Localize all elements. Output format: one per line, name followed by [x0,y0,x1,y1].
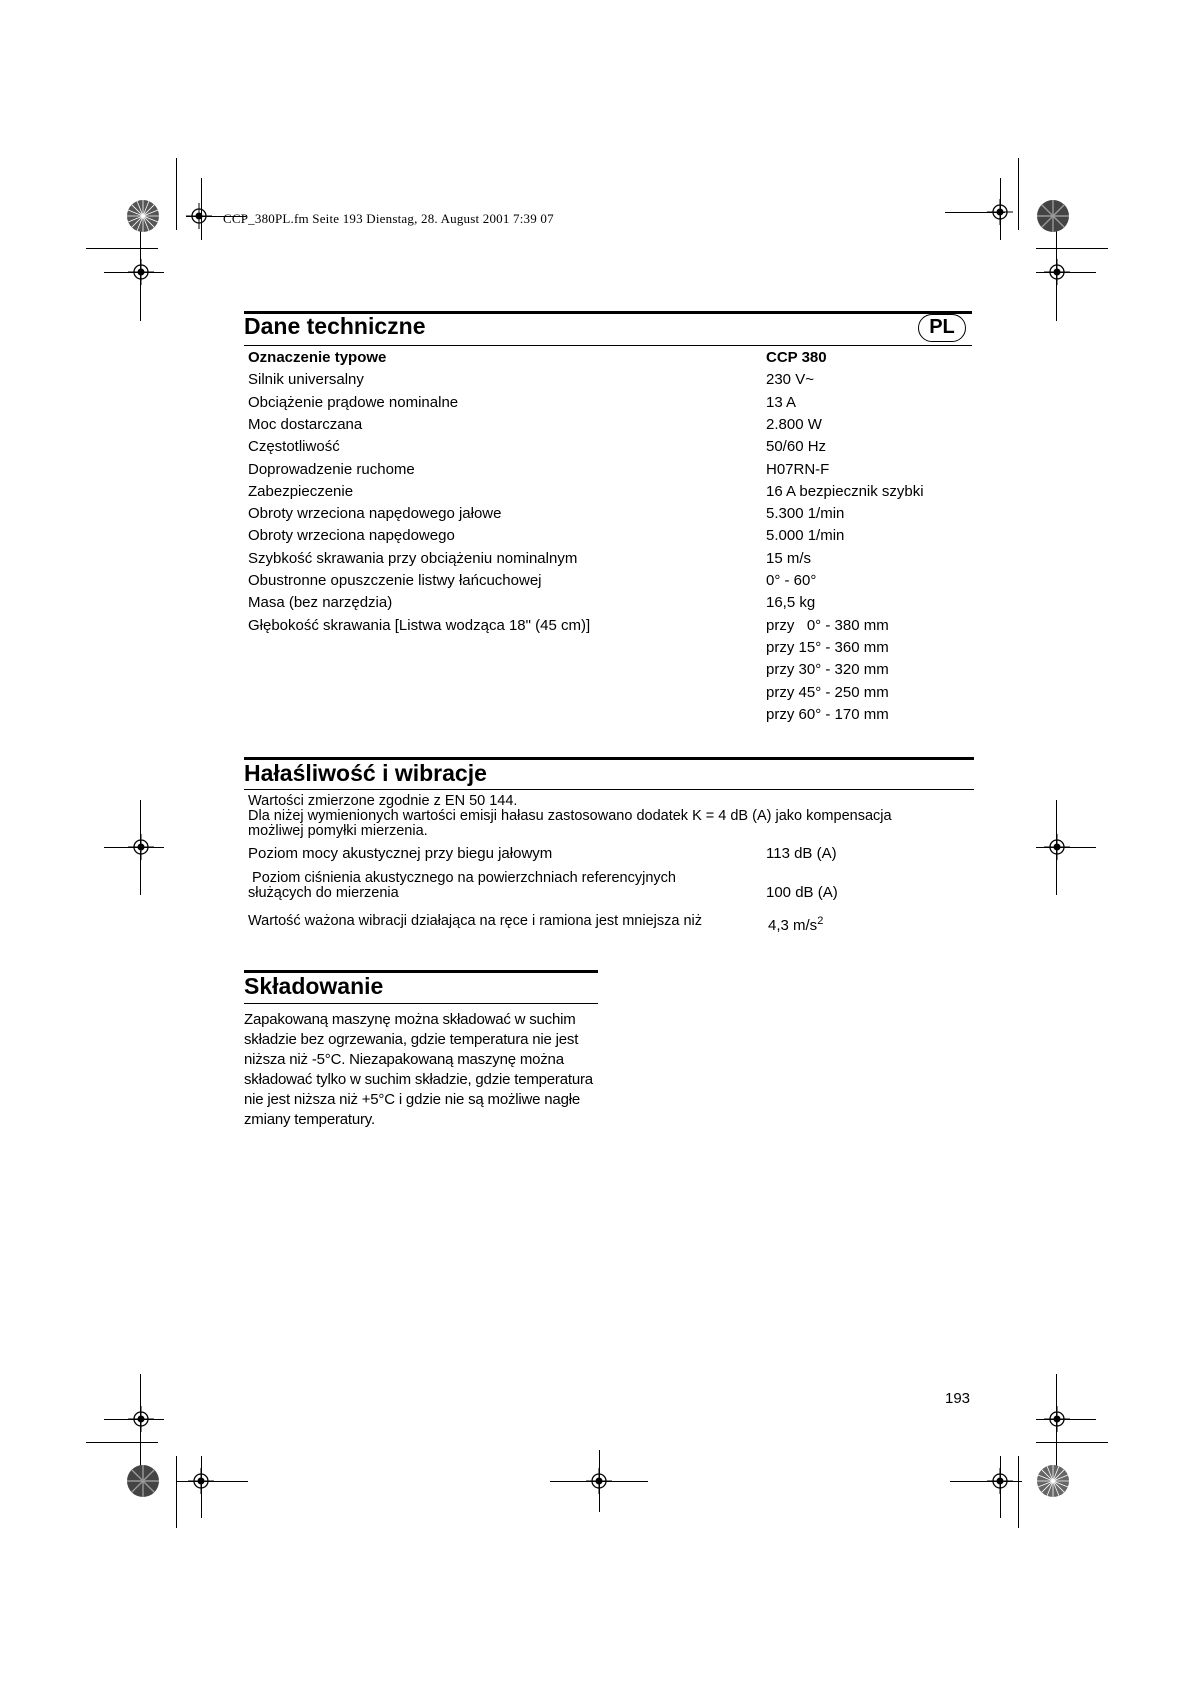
spec-value: CCP 380 [766,349,827,366]
noise-intro-line: możliwej pomyłki mierzenia. [248,823,428,839]
spec-value: 15 m/s [766,549,812,567]
sound-pressure-label-continued: służących do mierzenia [248,885,399,901]
spec-value: przy 30° - 320 mm [766,661,889,679]
spec-label: Doprowadzenie ruchome [248,460,415,478]
spec-value: 50/60 Hz [766,438,827,456]
spec-value: przy 0° - 380 mm [766,616,889,634]
noise-intro-line: Wartości zmierzone zgodnie z EN 50 144. [248,793,518,809]
spec-label: Obroty wrzeciona napędowego [248,527,455,545]
spec-label: Szybkość skrawania przy obciążeniu nominalnym [248,549,578,567]
rosette-mark-icon [126,199,160,233]
sound-power-label: Poziom mocy akustycznej przy biegu jałowym [248,845,553,862]
spec-label: Zabezpieczenie [248,482,354,500]
spec-value: 5.300 1/min [766,505,845,523]
noise-intro-line: Dla niżej wymienionych wartości emisji hałasu zastosowano dodatek K = 4 dB (A) jako kompensacja [248,808,892,824]
spec-value: 2.800 W [766,415,822,433]
spec-value: 230 V~ [766,371,814,389]
vibration-exponent: 2 [817,915,824,927]
spec-value: 5.000 1/min [766,527,845,545]
rosette-mark-icon [1036,199,1070,233]
spec-label: Głębokość skrawania [Listwa wodząca 18" (45 cm)] [248,616,591,634]
rosette-mark-icon [1036,1464,1070,1498]
spec-value: przy 60° - 170 mm [766,705,889,723]
spec-value: 0° - 60° [766,572,817,589]
sound-power-value: 113 dB (A) [766,845,837,862]
sound-pressure-label: Poziom ciśnienia akustycznego na powierzchniach referencyjnych [248,870,676,886]
spec-value: przy 15° - 360 mm [766,638,889,656]
section-rule-thin [244,345,972,346]
sound-pressure-value: 100 dB (A) [766,884,838,901]
spec-label: Moc dostarczana [248,415,363,433]
spec-label: Częstotliwość [248,438,340,456]
spec-label: Masa (bez narzędzia) [248,594,393,612]
vibration-value-number: 4,3 m/s [768,917,818,934]
spec-label: Silnik universalny [248,371,364,389]
spec-value: 16,5 kg [766,594,816,612]
storage-title: Składowanie [244,973,384,999]
spec-value: H07RN-F [766,460,830,478]
spec-value: 16 A bezpiecznik szybki [766,482,924,500]
section-rule-thin [244,789,974,790]
spec-label: Obciążenie prądowe nominalne [248,393,459,411]
page-number: 193 [945,1390,971,1407]
vibration-value [768,913,823,934]
storage-paragraph: Zapakowaną maszynę można składować w suchim składzie bez ogrzewania, gdzie temperatura nie jest niższa niż -5°C. Niezapakowaną maszynę można składować tylko w suchim składzie, gdzie temperatura nie jest niższa niż +5°C i gdzie nie są możliwe nagłe zmiany temperatury. [244,1011,593,1128]
spec-label: Oznaczenie typowe [248,349,387,366]
technical-data-title: Dane techniczne [244,313,426,339]
spec-label: Obustronne opuszczenie listwy łańcuchowej [248,572,542,589]
spec-label: Obroty wrzeciona napędowego jałowe [248,505,502,523]
language-badge: PL [918,314,966,342]
spec-value: 13 A [766,393,797,411]
rosette-mark-icon [126,1464,160,1498]
spec-value: przy 45° - 250 mm [766,683,889,701]
print-info-header: CCP_380PL.fm Seite 193 Dienstag, 28. August 2001 7:39 07 [223,211,554,226]
noise-vibration-title: Hałaśliwość i wibracje [244,760,487,786]
section-rule-thin [244,1003,598,1004]
vibration-label: Wartość ważona wibracji działająca na ręce i ramiona jest mniejsza niż [248,913,702,929]
